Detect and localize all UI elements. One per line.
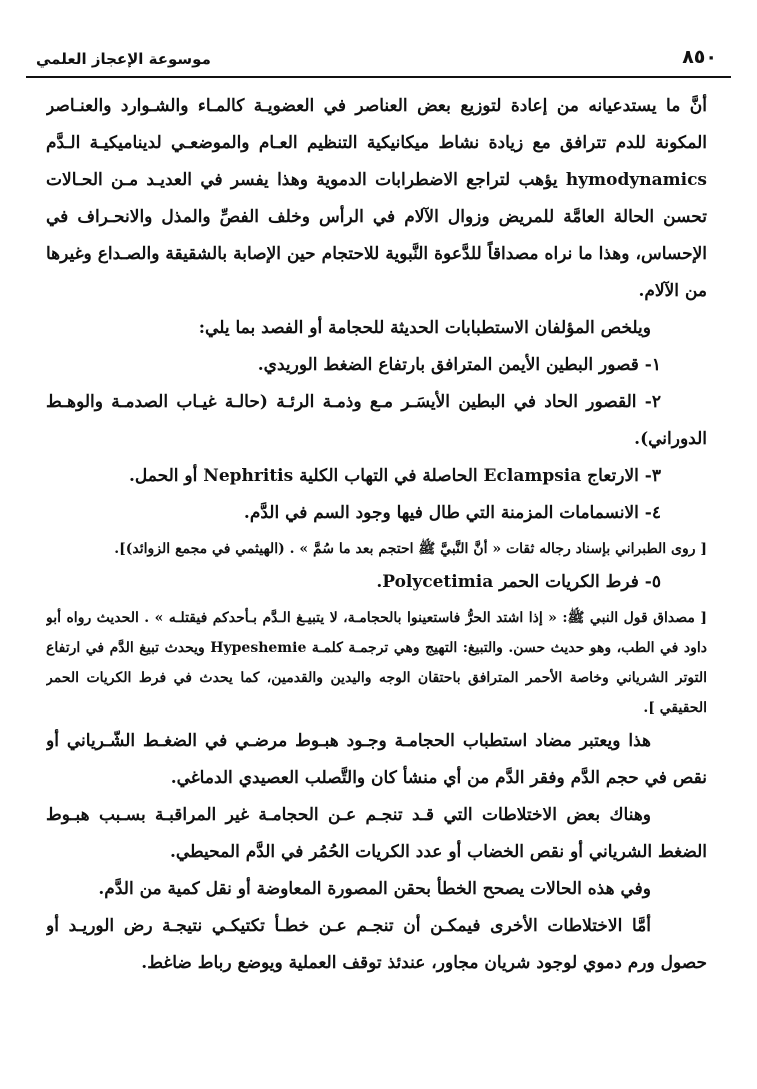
body-paragraph: وفي هذه الحالات يصحح الخطأ بحقن المصورة المعاوضة أو نقل كمية من الدَّم. [98, 879, 651, 899]
body-paragraph: ويلخص المؤلفان الاستطبابات الحديثة للحجامة أو الفصد بما يلي: [198, 318, 651, 338]
header-rule [26, 76, 731, 78]
list-item: ٤- الانسمامات المزمنة التي طال فيها وجود السم في الدَّم. [243, 503, 661, 523]
running-title: موسوعة الإعجاز العلمي [36, 50, 211, 68]
body-paragraph: وهناك بعض الاختلاطات التي قـد تنجـم عـن الحجامـة غير المراقبـة بسـبب هبـوط الضغط الشرياني أو نقص الخضاب أو عدد الكريات الحُمُر في الدَّم المحيطي. [46, 805, 707, 862]
body-paragraph: أنَّ ما يستدعيانه من إعادة لتوزيع بعض العناصر في العضويـة كالمـاء والشـوارد والعنـاصر المكونة للدم تترافق مع زيادة نشاط ميكانيكية التنظيم العـام والموضعـي لديناميكيـة الـدَّم hymodynamics يؤهب لتراجع الاضطرابات الدموية وهذا يفسر في العديـد مـن الحـالات تحسن الحالة العامَّة للمريض وزوال الآلام في الرأس وخلف الفصِّ والمذل والانحـراف في الإحساس، وهذا ما نراه مصداقاً للدَّعوة النَّبوية للاحتجام حين الإصابة بالشقيقة والصـداع وغيرها من الآلام. [46, 96, 707, 301]
bracket-note: [ روى الطبراني بإسناد رجاله ثقات « أنَّ النَّبيَّ ﷺ احتجم بعد ما سُمَّ » . (الهيثمي في مجمع الزوائد)]. [114, 541, 707, 557]
bracket-note: [ مصداق قول النبي ﷺ: « إذا اشتد الحرُّ فاستعينوا بالحجامـة، لا يتبيـغ الـدَّم بـأحدكم فيقتلـه » . الحديث رواه أبو داود في الطب، وهو حديث حسن. والتبيغ: التهيج وهي ترجمـة كلمـة Hypeshemie ويحدث تبيغ الدَّم في ارتفاع التوتر الشرياني وخاصة الأحمر المترافق باحتقان الوجه واليدين والقدمين، كما يحدث في فرط الكريات الحمر الحقيقي ]. [46, 610, 707, 716]
body-paragraph: أمَّا الاختلاطات الأخرى فيمكـن أن تنجـم عـن خطـأ تكتيكـي نتيجـة رض الوريـد أو حصول ورم دموي لوجود شريان مجاور، عندئذ توقف العملية ويوضع رباط ضاغط. [46, 916, 707, 973]
list-item: ٥- فرط الكريات الحمر Polycetimia. [376, 572, 661, 592]
list-item: ٣- الارتعاج Eclampsia الحاصلة في التهاب الكلية Nephritis أو الحمل. [129, 466, 661, 486]
list-item: ١- قصور البطين الأيمن المترافق بارتفاع الضغط الوريدي. [257, 355, 661, 375]
page-number: ٨٥٠ [682, 46, 717, 68]
page-body [46, 88, 707, 1069]
body-paragraph: هذا ويعتبر مضاد استطباب الحجامـة وجـود هبـوط مرضـي في الضغـط الشّـرياني أو نقص في حجم الدَّم وفقر الدَّم من أي منشأ كان والتَّصلب العصيدي الدماغي. [46, 731, 707, 788]
page-header [26, 42, 731, 82]
list-item: ٢- القصور الحاد في البطين الأيسَـر مـع وذمـة الرئـة (حالـة غيـاب الصدمـة والوهـط الدوراني). [46, 392, 707, 449]
